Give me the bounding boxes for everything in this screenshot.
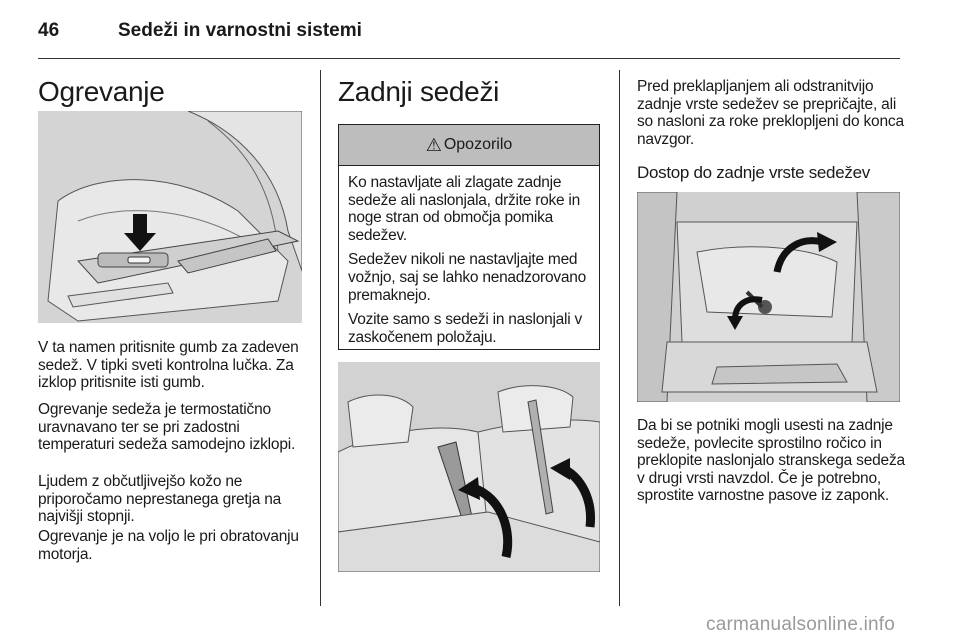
- second-row-seat-drawing: [637, 192, 900, 402]
- warning-paragraph: Ko nastavljate ali zlagate zadnje sedeže ali naslonjala, držite roke in noge stran od območja pomika sedežev.: [348, 174, 580, 244]
- rear-seats-illustration: [338, 362, 600, 572]
- warning-body: [339, 166, 599, 346]
- page-number: 46: [38, 20, 60, 41]
- warning-header: [339, 125, 599, 166]
- seat-heating-illustration: [38, 111, 302, 323]
- paragraph: Pred preklapljanjem ali odstranitvijo zadnje vrste sedežev se prepričajte, ali so nasloni za roke preklopljeni do konca navzgor.: [637, 78, 904, 148]
- second-row-seat-illustration: [637, 192, 900, 402]
- column-divider-left: [320, 70, 321, 606]
- heading-ogrevanje: Ogrevanje: [38, 76, 165, 107]
- seat-heating-drawing: [38, 111, 302, 323]
- warning-triangle-icon: ⚠: [425, 134, 442, 155]
- paragraph: Ogrevanje je na voljo le pri obratovanju motorja.: [38, 528, 299, 563]
- watermark: carmanualsonline.info: [706, 614, 896, 635]
- column-divider-right: [619, 70, 620, 606]
- warning-paragraph: Vozite samo s sedeži in naslonjali v zaskočenem položaju.: [348, 311, 582, 346]
- heading-zadnji-sedezi: Zadnji sedeži: [338, 76, 500, 107]
- paragraph: Ogrevanje sedeža je termostatično uravnavano ter se pri zadostni temperaturi sedeža samodejno izklopi.: [38, 401, 296, 454]
- warning-paragraph: Sedežev nikoli ne nastavljajte med vožnjo, saj se lahko nenadzorovano premaknejo.: [348, 251, 586, 304]
- paragraph: V ta namen pritisnite gumb za zadeven sedež. V tipki sveti kontrolna lučka. Za izklop pritisnite isti gumb.: [38, 339, 299, 392]
- warning-box: [338, 124, 600, 350]
- chapter-title: Sedeži in varnostni sistemi: [118, 20, 362, 41]
- warning-title: Opozorilo: [443, 136, 513, 153]
- header-rule: [38, 58, 900, 59]
- paragraph: Da bi se potniki mogli usesti na zadnje sedeže, povlecite sprostilno ročico in preklopite naslonjalo stranskega sedeža v drugi vrsti navzdol. Če je potrebno, sprostite varnostne pasove iz zaponk.: [637, 417, 905, 505]
- page-header: [38, 14, 900, 50]
- subheading-dostop: Dostop do zadnje vrste sedežev: [637, 163, 870, 182]
- paragraph: Ljudem z občutljivejšo kožo ne priporočamo neprestanega gretja na najvišji stopnji.: [38, 473, 282, 526]
- rear-seats-drawing: [338, 362, 600, 572]
